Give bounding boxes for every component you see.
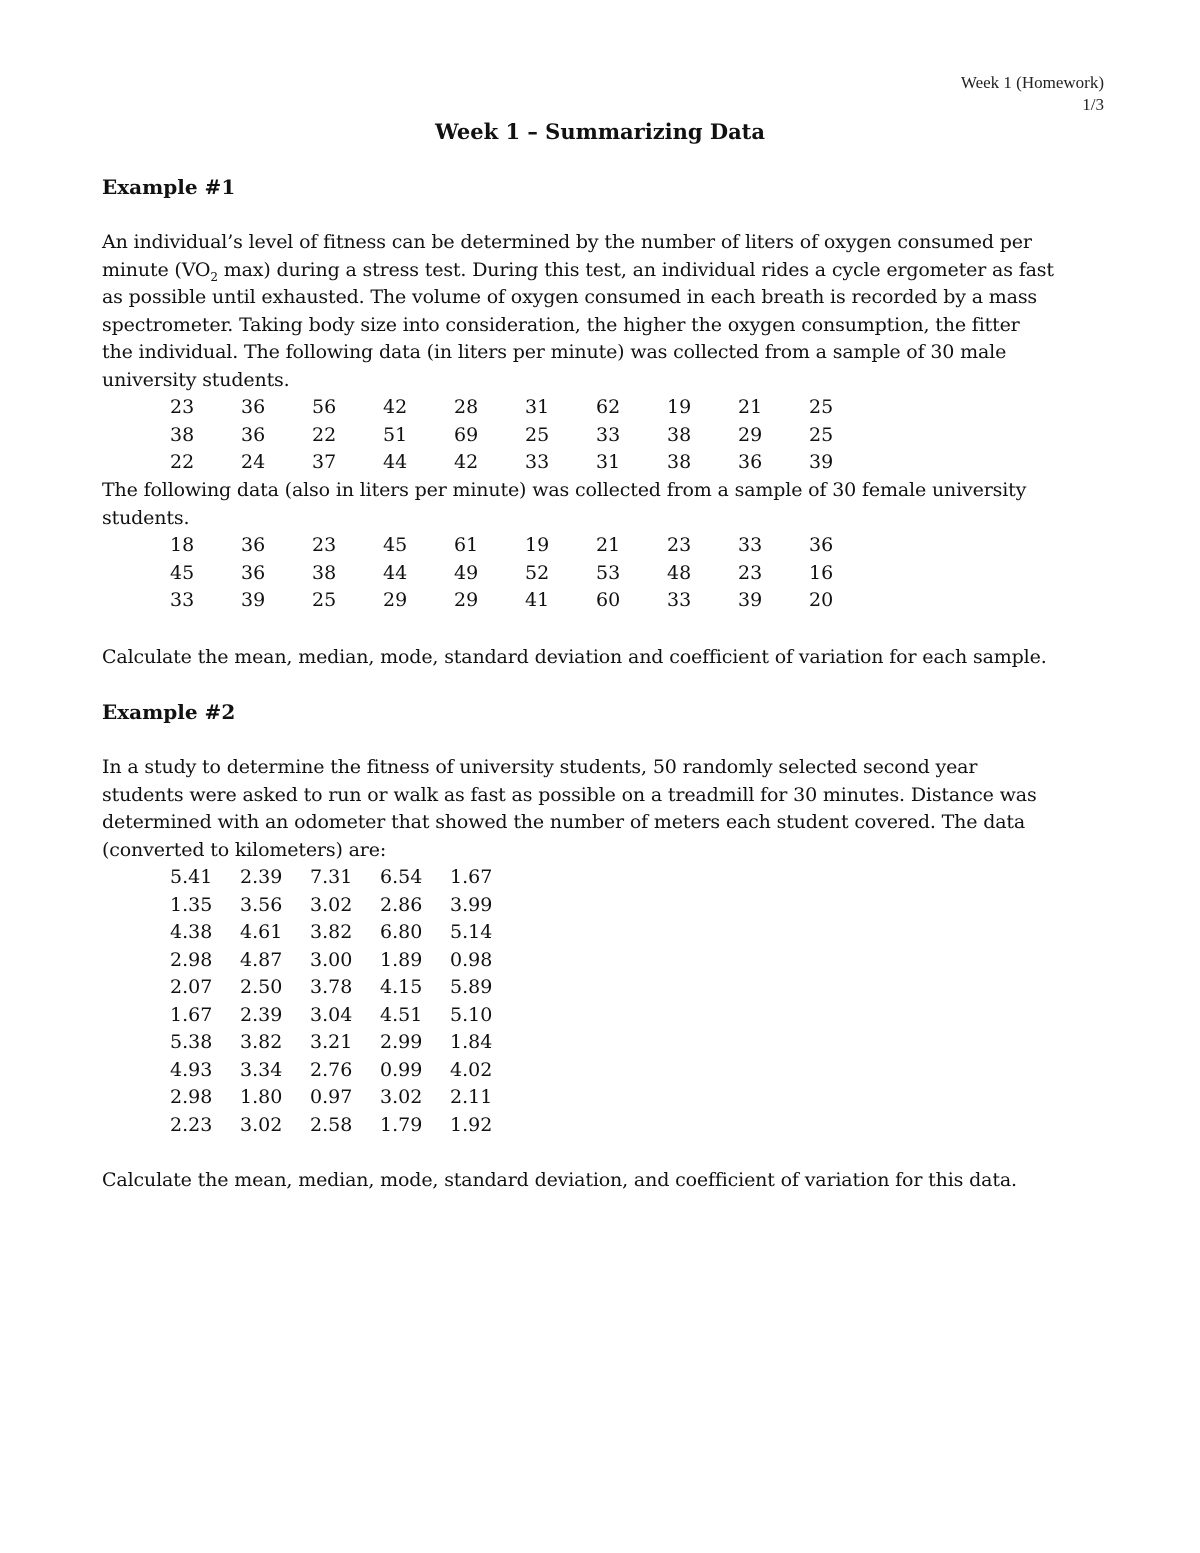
- table-cell: 31: [525, 396, 550, 418]
- table-cell: 3.04: [310, 1003, 353, 1026]
- task-text: Calculate the mean, median, mode, standard deviation, and coefficient of variation for this data.: [102, 1169, 1017, 1191]
- example-2-task: [102, 1167, 1102, 1195]
- header-page-number: 1/3: [1082, 95, 1104, 114]
- table-cell: 29: [738, 423, 763, 446]
- table-row: [170, 1084, 520, 1112]
- table-row: [170, 532, 880, 560]
- table-cell: 61: [454, 534, 479, 556]
- table-cell: 25: [809, 423, 834, 446]
- table-cell: 1.67: [170, 1003, 213, 1026]
- table-cell: 3.82: [310, 921, 353, 943]
- table-cell: 19: [667, 396, 692, 418]
- table-cell: 1.89: [380, 948, 423, 971]
- table-cell: 6.54: [380, 866, 423, 888]
- table-cell: 23: [312, 534, 337, 556]
- example-1-intro-paragraph: [102, 229, 1102, 394]
- table-cell: 2.23: [170, 1113, 213, 1136]
- table-cell: 45: [170, 561, 195, 584]
- table-cell: 31: [596, 451, 621, 473]
- table-cell: 2.39: [240, 866, 283, 888]
- paragraph-line: the individual. The following data (in liters per minute) was collected from a sample of 30 male: [102, 341, 1007, 363]
- table-row: [170, 422, 880, 450]
- paragraph-line: [102, 257, 1102, 285]
- paragraph-line: university students.: [102, 368, 290, 391]
- table-cell: 18: [170, 534, 195, 556]
- paragraph-line: as possible until exhausted. The volume of oxygen consumed in each breath is recorded by a mass: [102, 286, 1038, 308]
- table-cell: 5.10: [450, 1003, 493, 1026]
- table-cell: 25: [809, 396, 834, 418]
- table-cell: 33: [738, 534, 763, 556]
- table-cell: 33: [596, 423, 621, 446]
- table-cell: 36: [241, 534, 266, 556]
- table-cell: 23: [667, 534, 692, 556]
- table-cell: 28: [454, 396, 479, 418]
- table-cell: 36: [241, 423, 266, 446]
- table-row: [170, 974, 520, 1002]
- table-cell: 0.99: [380, 1058, 423, 1081]
- table-cell: 23: [738, 561, 763, 584]
- table-cell: 25: [525, 423, 550, 446]
- table-cell: 36: [241, 396, 266, 418]
- table-cell: 1.79: [380, 1113, 423, 1136]
- table-cell: 24: [241, 451, 266, 473]
- paragraph-line: spectrometer. Taking body size into consideration, the higher the oxygen consumption, the fitter: [102, 313, 1020, 336]
- paragraph-line: The following data (also in liters per minute) was collected from a sample of 30 female university: [102, 479, 1027, 501]
- table-cell: 38: [667, 423, 692, 446]
- paragraph-line: determined with an odometer that showed the number of meters each student covered. The data: [102, 811, 1026, 833]
- table-cell: 19: [525, 534, 550, 556]
- table-cell: 41: [525, 589, 550, 611]
- table-cell: 5.89: [450, 976, 493, 998]
- table-cell: 3.78: [310, 976, 353, 998]
- table-cell: 3.56: [240, 893, 283, 916]
- table-row: [170, 587, 880, 615]
- task-text: Calculate the mean, median, mode, standard deviation and coefficient of variation for each sample.: [102, 646, 1047, 668]
- table-cell: 23: [170, 396, 195, 418]
- paragraph-line: (converted to kilometers) are:: [102, 838, 387, 861]
- male-data-table: [170, 394, 880, 477]
- table-cell: 4.38: [170, 921, 213, 943]
- table-row: [170, 1002, 520, 1030]
- table-cell: 38: [312, 561, 337, 584]
- table-cell: 3.02: [310, 893, 353, 916]
- table-cell: 29: [454, 589, 479, 611]
- example-2-heading: Example #2: [102, 700, 236, 724]
- table-cell: 36: [809, 534, 834, 556]
- paragraph-line: students.: [102, 506, 190, 529]
- table-cell: 2.76: [310, 1058, 353, 1081]
- table-cell: 56: [312, 396, 337, 418]
- table-row: [170, 892, 520, 920]
- table-cell: 21: [596, 534, 621, 556]
- table-cell: 3.82: [240, 1031, 283, 1053]
- table-cell: 4.15: [380, 976, 423, 998]
- paragraph-line: In a study to determine the fitness of university students, 50 randomly selected second year: [102, 756, 978, 778]
- table-cell: 2.99: [380, 1031, 423, 1053]
- table-cell: 4.87: [240, 948, 283, 971]
- table-cell: 3.99: [450, 893, 493, 916]
- table-cell: 3.34: [240, 1058, 283, 1081]
- table-cell: 52: [525, 561, 550, 584]
- example-1-task: [102, 644, 1102, 672]
- female-data-table: [170, 532, 880, 615]
- table-cell: 51: [383, 423, 408, 446]
- table-cell: 49: [454, 561, 479, 584]
- table-row: [170, 864, 520, 892]
- table-cell: 2.11: [450, 1086, 493, 1108]
- table-cell: 22: [312, 423, 337, 446]
- table-cell: 0.97: [310, 1086, 353, 1108]
- table-row: [170, 394, 880, 422]
- table-cell: 33: [525, 451, 550, 473]
- table-cell: 2.39: [240, 1003, 283, 1026]
- table-cell: 29: [383, 589, 408, 611]
- example-1-heading: Example #1: [102, 175, 236, 199]
- table-row: [170, 919, 520, 947]
- table-cell: 45: [383, 534, 408, 556]
- table-cell: 3.02: [240, 1113, 283, 1136]
- table-cell: 48: [667, 561, 692, 584]
- table-cell: 7.31: [310, 866, 353, 888]
- table-cell: 38: [667, 451, 692, 473]
- table-cell: 4.51: [380, 1003, 423, 1026]
- table-cell: 42: [383, 396, 408, 418]
- example-1-female-paragraph: [102, 477, 1102, 532]
- table-cell: 3.00: [310, 948, 353, 971]
- table-cell: 44: [383, 451, 408, 473]
- table-cell: 2.58: [310, 1113, 353, 1136]
- table-cell: 33: [170, 589, 195, 611]
- table-cell: 22: [170, 451, 195, 473]
- table-cell: 2.98: [170, 948, 213, 971]
- table-cell: 38: [170, 423, 195, 446]
- table-row: [170, 947, 520, 975]
- table-cell: 1.80: [240, 1086, 283, 1108]
- table-cell: 39: [241, 589, 266, 611]
- vo2-subscript: 2: [210, 269, 218, 284]
- table-cell: 69: [454, 423, 479, 446]
- table-row: [170, 1057, 520, 1085]
- table-row: [170, 449, 880, 477]
- table-cell: 2.50: [240, 976, 283, 998]
- table-cell: 60: [596, 589, 621, 611]
- document-title: Week 1 – Summarizing Data: [434, 119, 765, 144]
- distance-data-table: [170, 864, 520, 1139]
- table-cell: 4.02: [450, 1058, 493, 1081]
- table-cell: 0.98: [450, 948, 493, 971]
- table-cell: 1.92: [450, 1113, 493, 1136]
- table-cell: 39: [809, 451, 834, 473]
- table-cell: 36: [738, 451, 763, 473]
- header-week-label: Week 1 (Homework): [960, 73, 1104, 92]
- table-cell: 39: [738, 589, 763, 611]
- table-cell: 3.02: [380, 1086, 423, 1108]
- table-cell: 5.14: [450, 921, 493, 943]
- table-cell: 42: [454, 451, 479, 473]
- paragraph-line: An individual’s level of fitness can be determined by the number of liters of oxygen consumed per: [102, 231, 1032, 253]
- table-row: [170, 560, 880, 588]
- table-cell: 16: [809, 561, 834, 584]
- table-row: [170, 1112, 520, 1140]
- table-cell: 62: [596, 396, 621, 418]
- vo2-label: minute (VO: [102, 258, 211, 281]
- table-cell: 5.38: [170, 1031, 213, 1053]
- table-cell: 5.41: [170, 866, 213, 888]
- table-cell: 25: [312, 589, 337, 611]
- table-row: [170, 1029, 520, 1057]
- table-cell: 4.61: [240, 921, 283, 943]
- table-cell: 6.80: [380, 921, 423, 943]
- table-cell: 36: [241, 561, 266, 584]
- table-cell: 2.86: [380, 893, 423, 916]
- paragraph-line-rest: max) during a stress test. During this test, an individual rides a cycle ergometer as fast: [223, 258, 1054, 281]
- table-cell: 44: [383, 561, 408, 584]
- table-cell: 53: [596, 561, 621, 584]
- paragraph-line: students were asked to run or walk as fast as possible on a treadmill for 30 minutes. Distance was: [102, 783, 1037, 806]
- table-cell: 2.98: [170, 1086, 213, 1108]
- table-cell: 4.93: [170, 1058, 213, 1081]
- table-cell: 37: [312, 451, 337, 473]
- table-cell: 1.84: [450, 1031, 493, 1053]
- table-cell: 33: [667, 589, 692, 611]
- table-cell: 2.07: [170, 976, 213, 998]
- table-cell: 1.35: [170, 893, 213, 916]
- table-cell: 1.67: [450, 866, 493, 888]
- table-cell: 21: [738, 396, 763, 418]
- example-2-intro-paragraph: [102, 754, 1102, 864]
- table-cell: 20: [809, 589, 834, 611]
- table-cell: 3.21: [310, 1031, 353, 1053]
- page-header: [961, 72, 1104, 116]
